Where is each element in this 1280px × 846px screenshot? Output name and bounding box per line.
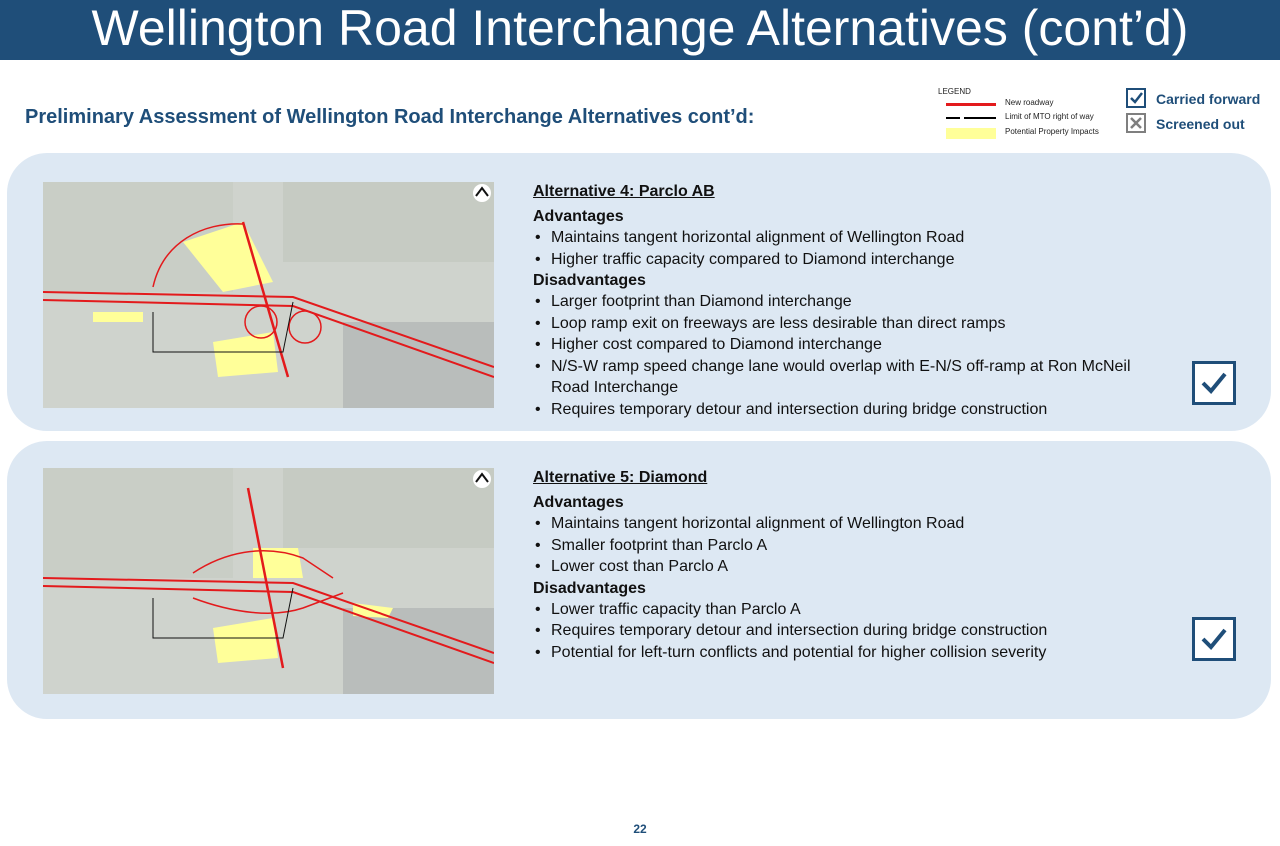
alternative-title: Alternative 4: Parclo AB (533, 183, 715, 200)
disadvantages-heading: Disadvantages (533, 272, 646, 289)
carried-forward-check-icon (1192, 617, 1236, 661)
red-line-swatch (946, 103, 996, 106)
legend (938, 86, 1118, 146)
legend-item-mto-limit (938, 112, 1118, 124)
page-number: 22 (633, 822, 647, 836)
legend-label: New roadway (1005, 98, 1054, 107)
list-item: • Maintains tangent horizontal alignment of Wellington Road (533, 513, 1173, 535)
list-item: • Requires temporary detour and intersection during bridge construction (533, 399, 1173, 421)
list-item: • N/S-W ramp speed change lane would overlap with E-N/S off-ramp at Ron McNeil Road Interchange (533, 356, 1151, 399)
legend-label: Potential Property Impacts (1005, 127, 1099, 136)
legend-label: Limit of MTO right of way (1005, 112, 1094, 121)
map-image-parclo-ab (43, 182, 494, 408)
disadvantages-list (533, 291, 1173, 420)
carried-forward-label: Carried forward (1156, 91, 1261, 107)
disadvantages-list (533, 599, 1173, 664)
dash-line-swatch (964, 117, 996, 119)
advantages-heading: Advantages (533, 208, 624, 225)
list-item: • Loop ramp exit on freeways are less desirable than direct ramps (533, 313, 1173, 335)
list-item: • Maintains tangent horizontal alignment of Wellington Road (533, 227, 1173, 249)
legend-item-new-roadway (938, 98, 1118, 110)
x-box-icon (1126, 113, 1146, 133)
alternative-panel-5 (7, 441, 1271, 719)
list-item: • Higher traffic capacity compared to Diamond interchange (533, 249, 1173, 271)
advantages-list (533, 227, 1173, 270)
yellow-area-swatch (946, 128, 996, 139)
legend-title: LEGEND (938, 87, 971, 96)
list-item: • Higher cost compared to Diamond interchange (533, 334, 1173, 356)
screened-out-label: Screened out (1156, 116, 1245, 132)
list-item: • Larger footprint than Diamond interchange (533, 291, 1173, 313)
alternative-panel-4 (7, 153, 1271, 431)
alternative-title: Alternative 5: Diamond (533, 469, 708, 486)
checkbox-icon (1126, 88, 1146, 108)
list-item: • Lower cost than Parclo A (533, 556, 1173, 578)
disadvantages-heading: Disadvantages (533, 579, 646, 597)
list-item: • Requires temporary detour and intersection during bridge construction (533, 620, 1173, 642)
dash-line-swatch (946, 117, 960, 119)
alternative-5-description (533, 469, 1173, 663)
alternative-4-description (533, 183, 1173, 420)
list-item: • Smaller footprint than Parclo A (533, 535, 1173, 557)
list-item: • Potential for left-turn conflicts and potential for higher collision severity (533, 642, 1173, 664)
carried-forward-check-icon (1192, 361, 1236, 405)
advantages-heading: Advantages (533, 494, 624, 511)
map-image-diamond (43, 468, 494, 694)
subtitle: Preliminary Assessment of Wellington Road Interchange Alternatives cont’d: (25, 106, 755, 128)
advantages-list (533, 513, 1173, 578)
list-item: • Lower traffic capacity than Parclo A (533, 599, 1173, 621)
legend-item-property-impacts (938, 127, 1118, 139)
page-title: Wellington Road Interchange Alternatives (cont’d) (0, 0, 1280, 60)
